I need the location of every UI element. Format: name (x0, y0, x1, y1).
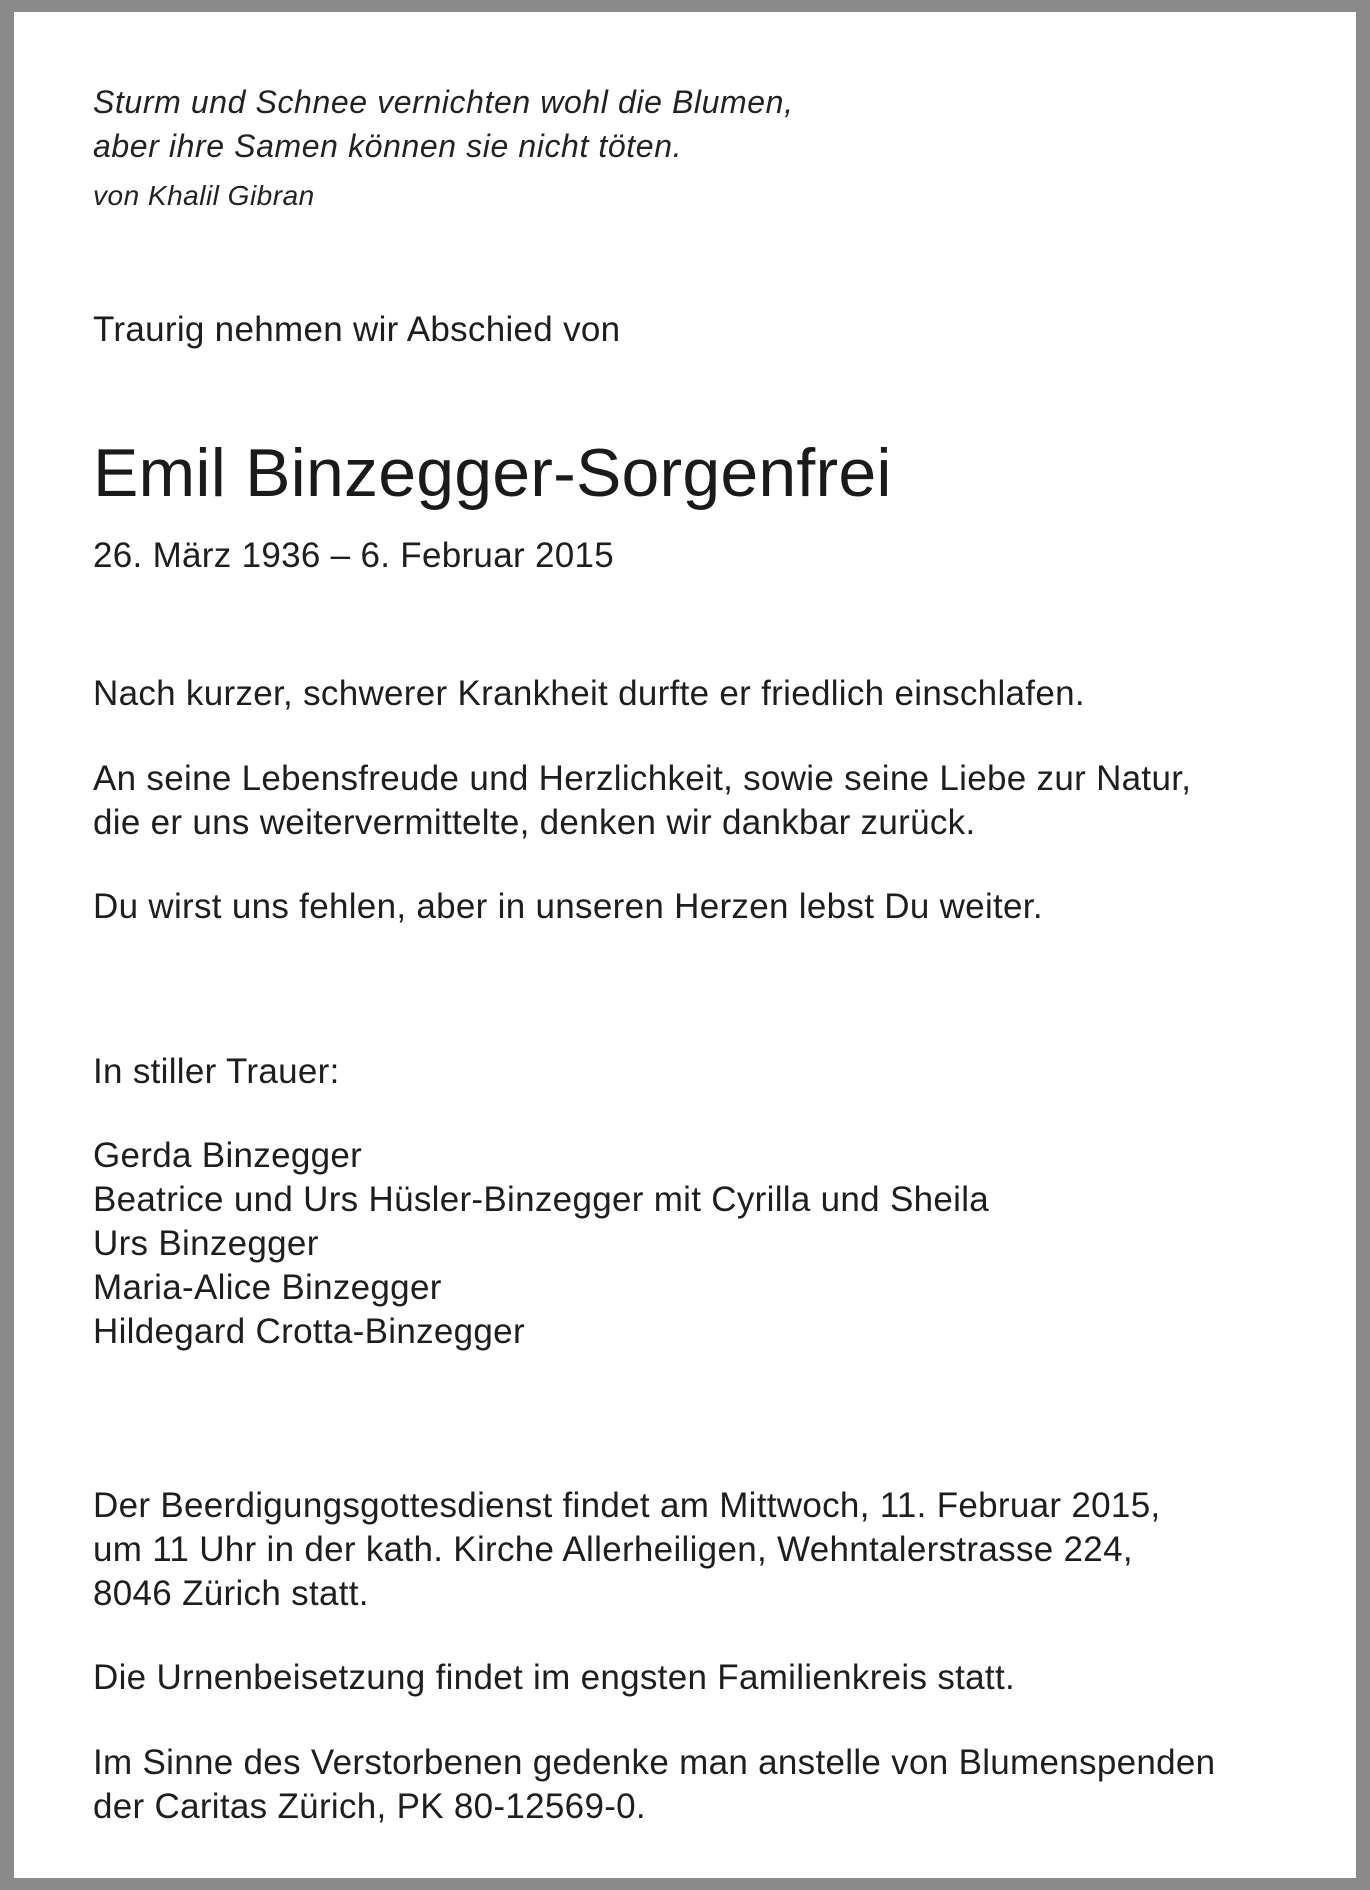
funeral-line-2: um 11 Uhr in der kath. Kirche Allerheiligen, Wehntalerstrasse 224, (93, 1530, 1133, 1569)
mourner-name: Hildegard Crotta-Binzegger (93, 1312, 525, 1351)
illness-paragraph: Nach kurzer, schwerer Krankheit durfte er friedlich einschlafen. (93, 674, 1085, 713)
mourner-name: Gerda Binzegger (93, 1136, 363, 1175)
mourner-name: Maria-Alice Binzegger (93, 1268, 442, 1307)
donation-line-2: der Caritas Zürich, PK 80-12569-0. (93, 1787, 646, 1826)
mourner-name: Urs Binzegger (93, 1224, 319, 1263)
quote-line-1: Sturm und Schnee vernichten wohl die Blumen, (93, 84, 794, 120)
life-dates: 26. März 1936 – 6. Februar 2015 (93, 536, 615, 575)
quote-line-2: aber ihre Samen können sie nicht töten. (93, 128, 683, 164)
funeral-line-3: 8046 Zürich statt. (93, 1574, 369, 1613)
obituary-page (14, 12, 1356, 1878)
farewell-paragraph: Du wirst uns fehlen, aber in unseren Herzen lebst Du weiter. (93, 887, 1043, 926)
intro-text: Traurig nehmen wir Abschied von (93, 310, 621, 349)
funeral-line-1: Der Beerdigungsgottesdienst findet am Mittwoch, 11. Februar 2015, (93, 1486, 1161, 1525)
mourners-list (93, 1134, 989, 1354)
quote-author: von Khalil Gibran (93, 180, 315, 211)
donation-line-1: Im Sinne des Verstorbenen gedenke man anstelle von Blumenspenden (93, 1743, 1216, 1782)
urn-burial-text: Die Urnenbeisetzung findet im engsten Familienkreis statt. (93, 1658, 1015, 1697)
mourners-heading: In stiller Trauer: (93, 1052, 340, 1091)
memory-paragraph-line-2: die er uns weitervermittelte, denken wir dankbar zurück. (93, 803, 976, 842)
mourner-name: Beatrice und Urs Hüsler-Binzegger mit Cyrilla und Sheila (93, 1180, 990, 1219)
deceased-name: Emil Binzegger-Sorgenfrei (93, 435, 892, 511)
memory-paragraph-line-1: An seine Lebensfreude und Herzlichkeit, sowie seine Liebe zur Natur, (93, 759, 1192, 798)
